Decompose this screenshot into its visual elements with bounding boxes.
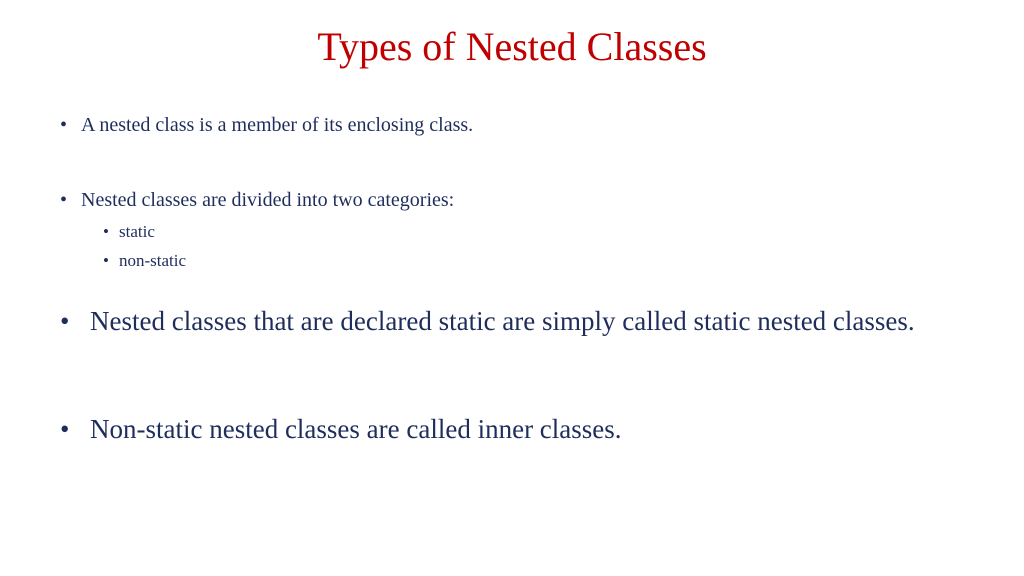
bullet-text: Non-static nested classes are called inner classes. (90, 414, 622, 444)
bullet-item (60, 112, 473, 138)
sub-bullet-text: static (119, 222, 155, 241)
bullet-point-icon: • (60, 414, 70, 444)
bullet-point-icon: • (103, 222, 109, 241)
sub-bullet-item (103, 250, 186, 272)
bullet-item (60, 306, 940, 337)
bullet-point-icon: • (60, 306, 70, 336)
bullet-point-icon: • (103, 251, 109, 270)
bullet-point-icon: • (60, 189, 68, 211)
slide-title: Types of Nested Classes (317, 24, 707, 69)
bullet-item (60, 414, 622, 445)
bullet-text: Nested classes are divided into two categories: (81, 189, 455, 211)
bullet-point-icon: • (60, 114, 68, 136)
sub-bullet-text: non-static (119, 251, 187, 270)
bullet-item (60, 187, 454, 213)
bullet-text: Nested classes that are declared static are simply called static nested classes. (90, 306, 915, 336)
bullet-text: A nested class is a member of its enclosing class. (81, 114, 474, 136)
sub-bullet-item (103, 221, 155, 243)
